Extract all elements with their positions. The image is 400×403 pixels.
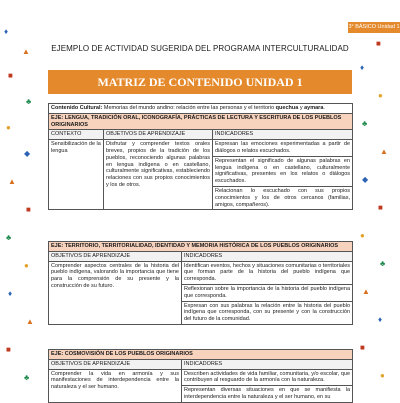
feather-icon: ♣	[6, 233, 12, 242]
right-decorative-border	[356, 0, 400, 400]
header-context: CONTEXTO	[49, 130, 104, 140]
indicator-cell: Relacionan lo escuchado con sus propios conocimientos y los de otros cercanos (familias, amigos, compañeros).	[213, 186, 353, 209]
bird-icon: ♦	[378, 315, 383, 324]
left-decorative-border	[0, 0, 44, 400]
header-indicators: INDICADORES	[182, 251, 353, 261]
dancer-icon: ●	[6, 123, 11, 132]
totem-icon: ■	[6, 345, 11, 354]
totem-icon: ■	[376, 39, 381, 48]
feather-icon: ♣	[26, 97, 32, 106]
page-heading: EJEMPLO DE ACTIVIDAD SUGERIDA DEL PROGRAMA INTERCULTURALIDAD	[51, 44, 349, 53]
bird-icon: ♦	[8, 289, 13, 298]
section-1-header-row	[49, 130, 353, 140]
feather-icon: ♣	[380, 259, 386, 268]
matrix-table-section-1	[48, 103, 353, 210]
matrix-table-section-3	[48, 349, 353, 403]
section-1-row	[49, 140, 353, 157]
fish-icon: ◆	[24, 149, 31, 158]
matrix-table-section-2	[48, 241, 353, 325]
indicator-cell: Identifican eventos, hechos y situaciones comunitarias o territoriales que forman parte de la historia del pueblo indígena que corresponda.	[182, 261, 353, 284]
dancer-icon: ●	[24, 261, 29, 270]
totem-icon: ■	[360, 343, 365, 352]
section-title-territorio: EJE: TERRITORIO, TERRITORIALIDAD, IDENTIDAD Y MEMORIA HISTÓRICA DE LOS PUEBLOS ORIGINARIOS	[49, 242, 353, 252]
llama-icon: ▲	[22, 47, 30, 56]
fish-icon: ◆	[362, 175, 369, 184]
matrix-title-banner: MATRIZ DE CONTENIDO UNIDAD 1	[48, 70, 352, 94]
grade-unit-badge: 3° BÁSICO Unidad 1	[348, 22, 400, 33]
section-2-row	[49, 261, 353, 284]
indicator-cell: Representan el significado de algunas palabras en lengua indígena o en castellano, culturalmente significativas, presentes en los relatos o diálogos escuchados.	[213, 156, 353, 186]
cultural-content-and: y	[298, 105, 305, 111]
dancer-icon: ●	[380, 371, 385, 380]
llama-icon: ▲	[8, 177, 16, 186]
section-3-header-row	[49, 359, 353, 369]
context-cell: Sensibilización de la lengua	[49, 140, 104, 210]
objective-cell: Comprender la vida en armonía y sus manifestaciones de interdependencia entre la naturaleza y el ser humano.	[49, 369, 182, 402]
llama-icon: ▲	[26, 317, 34, 326]
totem-icon: ■	[26, 205, 31, 214]
header-indicators: INDICADORES	[182, 359, 353, 369]
cultural-content-period: .	[323, 105, 325, 111]
header-objectives: OBJETIVOS DE APRENDIZAJE	[49, 359, 182, 369]
header-objectives: OBJETIVOS DE APRENDIZAJE	[104, 130, 213, 140]
cultural-content-quechua: quechua	[275, 105, 299, 111]
totem-icon: ■	[8, 71, 13, 80]
indicator-cell: Reflexionan sobre la importancia de la historia del pueblo indígena que corresponda.	[182, 284, 353, 301]
section-2-header-row	[49, 251, 353, 261]
bird-icon: ♦	[4, 27, 9, 36]
feather-icon: ♣	[362, 119, 368, 128]
section-3-row	[49, 369, 353, 386]
header-objectives: OBJETIVOS DE APRENDIZAJE	[49, 251, 182, 261]
dancer-icon: ●	[360, 231, 365, 240]
bird-icon: ♦	[360, 63, 365, 72]
totem-icon: ■	[378, 203, 383, 212]
indicator-cell: Expresan las emociones experimentadas a partir de diálogos o relatos escuchados.	[213, 140, 353, 157]
indicator-cell: Expresan con sus palabras la relación entre la historia del pueblo indígena que corresponda, con su presente y con la construcción del futuro de la comunidad.	[182, 301, 353, 324]
cultural-content-text: Memorias del mundo andino: relación entre las personas y el territorio	[102, 105, 276, 111]
objective-cell: Disfrutar y comprender textos orales breves, propios de la tradición de los pueblos, reconociendo algunas palabras en lengua indígena o en castellano, culturalmente significativas, estableciendo relaciones con sus propios conocimientos y los de otros.	[104, 140, 213, 210]
cultural-content-row	[49, 104, 353, 114]
dancer-icon: ●	[378, 91, 383, 100]
objective-cell: Comprender aspectos centrales de la historia del pueblo indígena, valorando la importancia que tiene para la comprensión de su presente y la construcción de su futuro.	[49, 261, 182, 324]
section-title-cosmovision: EJE: COSMOVISIÓN DE LOS PUEBLOS ORIGINARIOS	[49, 350, 353, 360]
feather-icon: ♣	[24, 373, 30, 382]
llama-icon: ▲	[380, 147, 388, 156]
indicator-cell: Representan diversas situaciones en que se manifiesta la interdependencia entre la naturaleza y el ser humano, en su	[182, 386, 353, 403]
section-title-lengua: EJE: LENGUA, TRADICIÓN ORAL, ICONOGRAFÍA, PRÁCTICAS DE LECTURA Y ESCRITURA DE LOS PUEBLOS ORIGINARIOS	[49, 113, 353, 130]
llama-icon: ▲	[362, 287, 370, 296]
indicator-cell: Describen actividades de vida familiar, comunitaria, y/o escolar, que contribuyen al resguardo de la armonía con la naturaleza.	[182, 369, 353, 386]
cultural-content-label: Contenido Cultural:	[51, 105, 103, 111]
cultural-content-aymara: aymara	[304, 105, 324, 111]
header-indicators: INDICADORES	[213, 130, 353, 140]
